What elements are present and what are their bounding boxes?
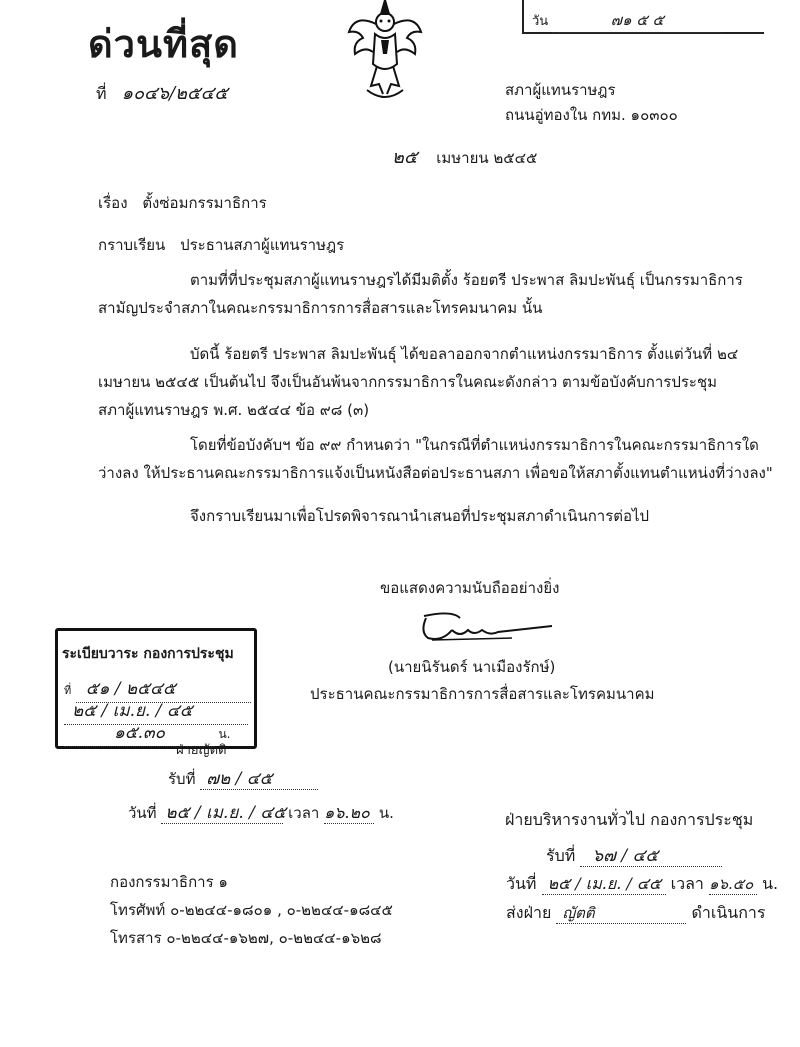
doc-number-value: ๑๐๔๖/๒๕๔๕: [121, 83, 228, 104]
closing-line: ขอแสดงความนับถืออย่างยิ่ง: [380, 579, 560, 597]
date-month-year: เมษายน ๒๕๔๕: [436, 149, 538, 167]
receipt-right-dept: ฝ่ายบริหารงานทั่วไป กองการประชุม: [505, 810, 754, 829]
top-right-stamp: [522, 0, 764, 34]
receipt-right-line2: [506, 874, 778, 895]
receipt-right-line1: [546, 846, 722, 867]
para1-line1: ตามที่ที่ประชุมสภาผู้แทนราษฎรได้มีมติตั้ง ร้อยตรี ประพาส ลิมปะพันธุ์ เป็นกรรมาธิการ: [190, 271, 743, 289]
top-stamp-row-value: ๗๑ ๕ ๕: [552, 8, 722, 33]
date-day: ๒๕: [392, 147, 418, 168]
receipt-left-line2: [128, 803, 394, 824]
footer-phone: โทรศัพท์ ๐-๒๒๔๔-๑๘๐๑ , ๐-๒๒๔๔-๑๘๔๕: [110, 901, 393, 919]
doc-number-label: ที่: [96, 84, 107, 103]
receipt-left-dept: ฝ่ายญัตติ: [176, 743, 227, 758]
signature-scribble: [412, 608, 562, 648]
receipt-right-line3: [506, 903, 765, 924]
meeting-agenda-stamp: [55, 628, 257, 749]
para3-line1: โดยที่ข้อบังคับฯ ข้อ ๙๙ กำหนดว่า "ในกรณีที่ตำแหน่งกรรมาธิการในคณะกรรมาธิการใด: [190, 436, 759, 454]
footer-dept: กองกรรมาธิการ ๑: [110, 873, 228, 891]
para4: จึงกราบเรียนมาเพื่อโปรดพิจารณานำเสนอที่ประชุมสภาดำเนินการต่อไป: [190, 507, 650, 525]
urgency-label: ด่วนที่สุด: [88, 22, 239, 66]
meeting-stamp-line1-label: ที่: [64, 684, 72, 697]
receipt-right-line1-label: รับที่: [546, 846, 576, 865]
para2-line3: สภาผู้แทนราษฎร พ.ศ. ๒๕๔๔ ข้อ ๙๘ (๓): [98, 401, 370, 419]
para2-line2: เมษายน ๒๕๔๕ เป็นต้นไป จึงเป็นอันพ้นจากกรรมาธิการในคณะดังกล่าว ตามข้อบังคับการประชุม: [98, 373, 718, 391]
org-name: สภาผู้แทนราษฎร: [505, 81, 616, 99]
subject-label: เรื่อง: [98, 194, 128, 212]
signer-title: ประธานคณะกรรมาธิการการสื่อสารและโทรคมนาคม: [310, 685, 655, 703]
meeting-stamp-line2-value: ๒๕ / เม.ย. / ๔๕: [64, 697, 248, 725]
garuda-emblem-icon: [345, 0, 425, 106]
receipt-left-line2-suffix: น.: [378, 804, 394, 822]
receipt-right-line2-label: วันที่: [506, 874, 537, 893]
receipt-right-line2-time: ๑๖.๕๐: [709, 874, 757, 895]
receipt-right-line3-value: ญัตติ: [556, 903, 686, 924]
receipt-left-line1-value: ๗๒ / ๔๕: [200, 769, 318, 790]
receipt-right-line3-label: ส่งฝ่าย: [506, 903, 552, 922]
org-address: ถนนอู่ทองใน กทม. ๑๐๓๐๐: [505, 106, 678, 124]
meeting-stamp-header: ระเบียบวาระ กองการประชุม: [62, 646, 234, 662]
subject-text: ตั้งซ่อมกรรมาธิการ: [142, 194, 267, 212]
receipt-left-line2-label: วันที่: [128, 804, 157, 822]
top-stamp-row: [532, 8, 722, 33]
receipt-right-line1-value: ๖๗ / ๔๕: [580, 846, 722, 867]
salutation-label: กราบเรียน: [98, 236, 166, 254]
footer-fax: โทรสาร ๐-๒๒๔๔-๑๖๒๗, ๐-๒๒๔๔-๑๖๒๘: [110, 929, 382, 947]
doc-number: [96, 84, 228, 104]
receipt-right-line2-value: ๒๕ / เม.ย. / ๔๕: [542, 874, 666, 895]
signer-name: (นายนิรันดร์ นาเมืองรักษ์): [388, 658, 556, 676]
receipt-right-line2-time-label: เวลา: [670, 874, 704, 893]
receipt-left-line2-value: ๒๕ / เม.ย. / ๔๕: [161, 803, 283, 824]
meeting-stamp-line3-suffix: น.: [218, 727, 231, 741]
para1-line2: สามัญประจำสภาในคณะกรรมาธิการการสื่อสารและโทรคมนาคม นั้น: [98, 299, 543, 317]
top-stamp-row-label: วัน: [532, 14, 549, 29]
subject-line: [98, 193, 267, 213]
receipt-right-line2-suffix: น.: [762, 874, 779, 893]
receipt-left-line2-time-label: เวลา: [288, 804, 320, 822]
para3-line2: ว่างลง ให้ประธานคณะกรรมาธิการแจ้งเป็นหนังสือต่อประธานสภา เพื่อขอให้สภาตั้งแทนตำแหน่งที่ว่างลง": [98, 464, 773, 482]
meeting-stamp-line1-value: ๕๑ / ๒๕๔๕: [76, 675, 251, 703]
meeting-stamp-line3-value: ๑๕.๓๐: [64, 719, 214, 747]
salutation-recipient: ประธานสภาผู้แทนราษฎร: [180, 236, 345, 254]
para2-line1: บัดนี้ ร้อยตรี ประพาส ลิมปะพันธุ์ ได้ขอลาออกจากตำแหน่งกรรมาธิการ ตั้งแต่วันที่ ๒๔: [190, 345, 739, 363]
receipt-left-line1-label: รับที่: [168, 770, 196, 788]
receipt-right-line3-suffix: ดำเนินการ: [691, 903, 766, 922]
receipt-left-line1: [168, 769, 318, 790]
salutation-line: [98, 235, 344, 255]
letter-date: [392, 148, 537, 168]
receipt-left-line2-time: ๑๖.๒๐: [324, 803, 374, 824]
